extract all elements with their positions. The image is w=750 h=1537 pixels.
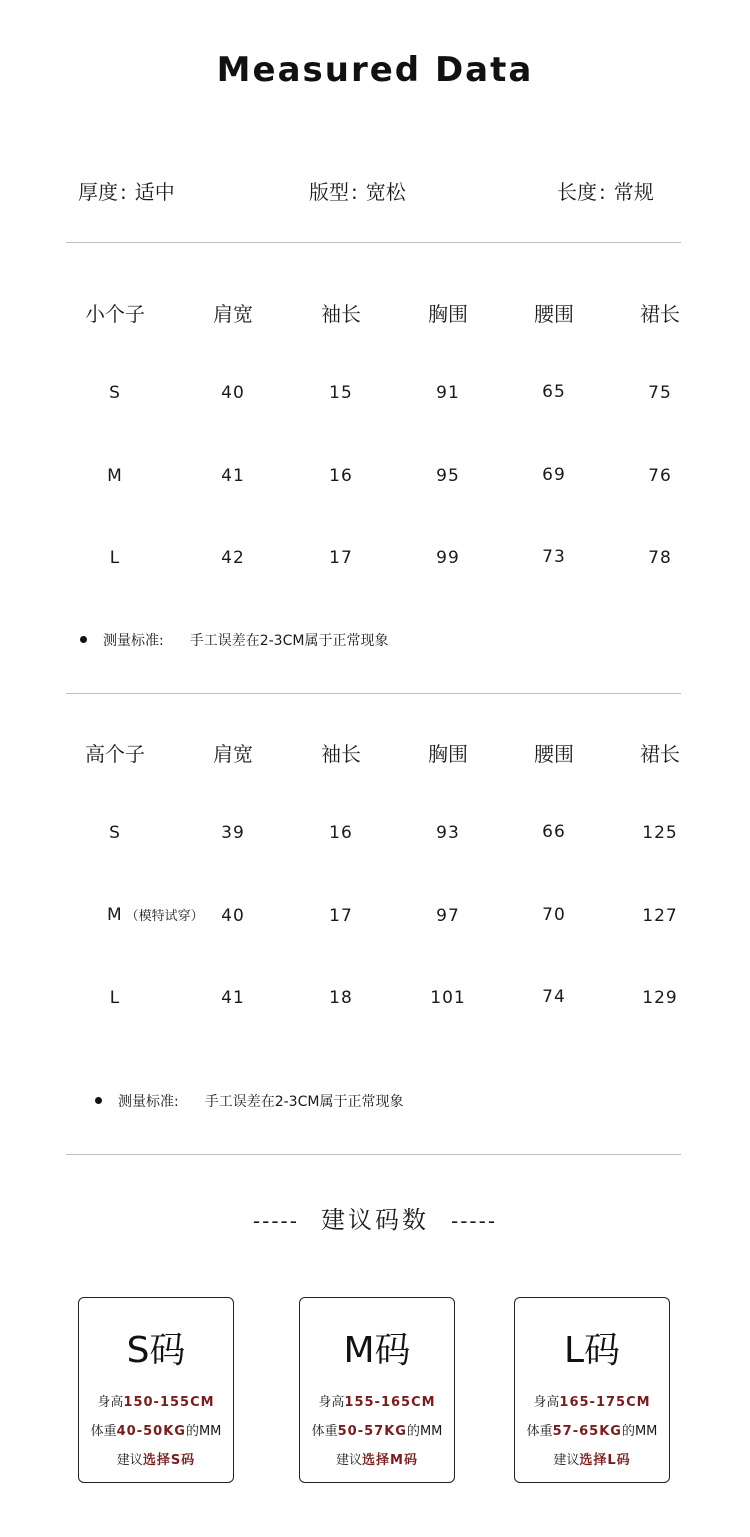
tall-header-length: 裙长 (640, 742, 680, 766)
attr-fit-label: 版型 (309, 180, 349, 204)
petite-row-s-sleeve: 15 (329, 383, 353, 403)
petite-row-s-waist: 65 (542, 382, 566, 402)
measure-standard-label: 测量标准: (118, 1094, 179, 1110)
suggested-size-heading (0, 1200, 750, 1235)
measure-standard-text: 手工误差在2-3CM属于正常现象 (189, 633, 389, 649)
petite-header-group: 小个子 (85, 302, 145, 326)
petite-row-m-waist: 69 (542, 465, 566, 485)
dash-left: ----- (252, 1209, 299, 1233)
petite-row-s-bust: 91 (436, 383, 460, 403)
attr-length-label: 长度 (557, 180, 597, 204)
petite-row-l-size: L (109, 548, 121, 568)
tall-row-s-waist: 66 (542, 822, 566, 842)
attr-fit: 版型 : 宽松 (309, 180, 406, 204)
tall-row-s-length: 125 (642, 823, 678, 843)
tall-row-l-size: L (109, 988, 121, 1008)
tall-row-m-size: M (107, 905, 123, 925)
tall-header-shoulder: 肩宽 (213, 742, 253, 766)
garment-attributes (0, 176, 750, 206)
attr-length-value: 常规 (613, 180, 654, 204)
card-size-title: L码 (563, 1330, 621, 1371)
petite-row-m-sleeve: 16 (329, 466, 353, 486)
tall-row-l-bust: 101 (430, 988, 466, 1008)
tall-row-l-waist: 74 (542, 987, 566, 1007)
dash-right: ----- (451, 1209, 498, 1233)
tall-row-m-size-cell (107, 905, 204, 925)
tall-row-l-sleeve: 18 (329, 988, 353, 1008)
petite-header-shoulder: 肩宽 (213, 302, 253, 326)
tall-measure-note (95, 1091, 403, 1111)
attr-thickness-label: 厚度 (78, 180, 118, 204)
petite-row-l-waist: 73 (542, 547, 566, 567)
card-height: 身高150-155CM (97, 1395, 215, 1410)
tall-row-m-length: 127 (642, 906, 678, 926)
measure-standard-label: 测量标准: (103, 633, 164, 649)
tall-row-m-bust: 97 (436, 906, 460, 926)
divider (66, 693, 681, 694)
bullet-dot (95, 1097, 102, 1104)
bullet-dot (80, 636, 87, 643)
attr-fit-value: 宽松 (365, 180, 406, 204)
card-advice: 建议选择S码 (116, 1453, 196, 1468)
petite-row-s-length: 75 (648, 383, 672, 403)
page-title: Measured Data (216, 50, 534, 90)
petite-row-m-shoulder: 41 (221, 466, 245, 486)
petite-row-s-size: S (109, 383, 121, 403)
card-height: 身高155-165CM (318, 1395, 436, 1410)
card-weight: 体重40-50KG的MM (90, 1424, 222, 1439)
card-size-title: S码 (126, 1330, 186, 1371)
petite-row-m-bust: 95 (436, 466, 460, 486)
measure-standard-text: 手工误差在2-3CM属于正常现象 (204, 1094, 404, 1110)
tall-row-m-sleeve: 17 (329, 906, 353, 926)
size-card-l (514, 1297, 670, 1483)
petite-header-bust: 胸围 (428, 302, 468, 326)
tall-row-l-shoulder: 41 (221, 988, 245, 1008)
attr-length: 长度 : 常规 (557, 180, 654, 204)
petite-row-l-shoulder: 42 (221, 548, 245, 568)
card-weight: 体重57-65KG的MM (526, 1424, 658, 1439)
petite-row-m-size: M (107, 466, 123, 486)
tall-row-s-bust: 93 (436, 823, 460, 843)
tall-row-m-shoulder: 40 (221, 906, 245, 926)
tall-row-m-waist: 70 (542, 905, 566, 925)
suggested-size-title: 建议码数 (321, 1206, 429, 1234)
petite-header-length: 裙长 (640, 302, 680, 326)
card-size-title: M码 (343, 1330, 411, 1371)
card-advice: 建议选择M码 (336, 1453, 418, 1468)
divider (66, 1154, 681, 1155)
card-height: 身高165-175CM (533, 1395, 651, 1410)
model-fitting-note: （模特试穿） (125, 909, 204, 924)
size-card-s (78, 1297, 234, 1483)
petite-measure-note (80, 630, 388, 650)
petite-header-waist: 腰围 (534, 302, 574, 326)
divider (66, 242, 681, 243)
tall-row-s-sleeve: 16 (329, 823, 353, 843)
tall-header-sleeve: 袖长 (321, 742, 361, 766)
petite-header-sleeve: 袖长 (321, 302, 361, 326)
tall-row-s-size: S (109, 823, 121, 843)
attr-thickness: 厚度 : 适中 (78, 180, 175, 204)
card-advice: 建议选择L码 (553, 1453, 631, 1468)
petite-row-l-bust: 99 (436, 548, 460, 568)
tall-header-bust: 胸围 (428, 742, 468, 766)
tall-header-group: 高个子 (85, 742, 145, 766)
petite-row-l-length: 78 (648, 548, 672, 568)
petite-row-s-shoulder: 40 (221, 383, 245, 403)
petite-row-m-length: 76 (648, 466, 672, 486)
attr-thickness-value: 适中 (134, 180, 175, 204)
tall-row-l-length: 129 (642, 988, 678, 1008)
card-weight: 体重50-57KG的MM (311, 1424, 443, 1439)
petite-row-l-sleeve: 17 (329, 548, 353, 568)
tall-header-waist: 腰围 (534, 742, 574, 766)
size-card-m (299, 1297, 455, 1483)
tall-row-s-shoulder: 39 (221, 823, 245, 843)
